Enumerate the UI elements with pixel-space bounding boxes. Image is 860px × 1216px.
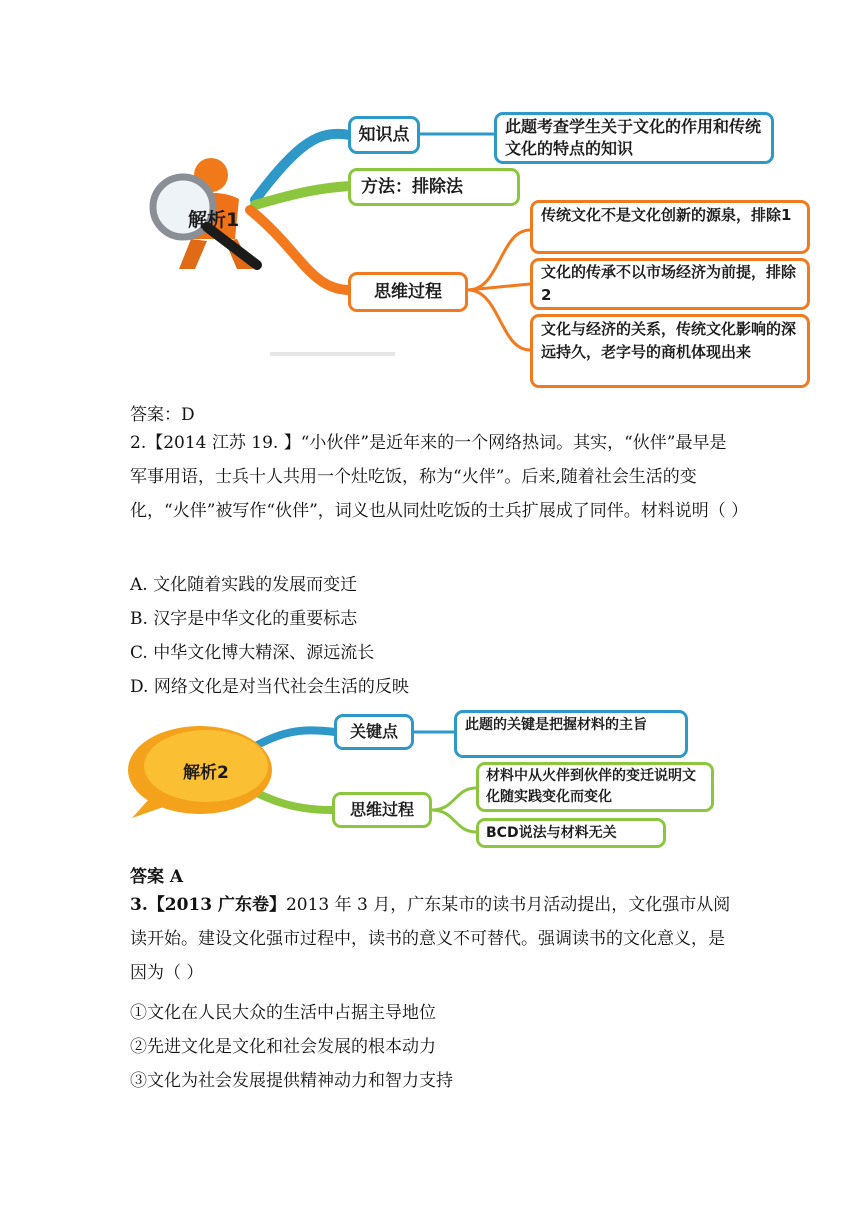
thinking-item-3: 文化与经济的关系，传统文化影响的深远持久，老字号的商机体现出来 (530, 314, 810, 388)
knowledge-text-box: 此题考查学生关于文化的作用和传统文化的特点的知识 (494, 112, 774, 164)
thinking-2-item-2: BCD说法与材料无关 (476, 818, 666, 848)
question-2-text (130, 426, 749, 528)
knowledge-label-box: 知识点 (348, 116, 420, 154)
mind-map-2 (0, 700, 860, 860)
option-b: B. 汉字是中华文化的重要标志 (130, 609, 358, 629)
mind-map-1 (0, 100, 860, 400)
option-c: C. 中华文化博大精深、源远流长 (130, 643, 375, 663)
statement-2: ②先进文化是文化和社会发展的根本动力 (130, 1037, 436, 1057)
thinking-2-item-1: 材料中从火伴到伙伴的变迁说明文化随实践变化而变化 (476, 762, 714, 812)
key-label-box: 关键点 (334, 714, 414, 750)
statement-3: ③文化为社会发展提供精神动力和智力支持 (130, 1071, 453, 1091)
question-2-stem: “小伙伴”是近年来的一个网络热词。其实，“伙伴”最早是军事用语，士兵十人共用一个灶吃饭，称为“火伴”。后来,随着社会生活的变化，“火伴”被写作“伙伴”，词义也从同灶吃饭的士兵扩展成了同伴。材料说明（ ） (130, 433, 749, 521)
analysis-2-badge: 解析2 (183, 763, 229, 783)
option-d: D. 网络文化是对当代社会生活的反映 (130, 677, 409, 697)
statement-1: ①文化在人民大众的生活中占据主导地位 (130, 1003, 436, 1023)
question-3-source: 3.【2013 广东卷】 (130, 895, 286, 915)
mind-map-2-connectors (0, 700, 860, 860)
answer-1: 答案：D (130, 405, 195, 425)
method-label-box: 方法：排除法 (348, 168, 520, 206)
question-3-text (130, 888, 740, 990)
option-a: A. 文化随着实践的发展而变迁 (130, 575, 358, 595)
question-2-source: 2.【2014 江苏 19. 】 (130, 433, 301, 453)
analysis-1-badge: 解析1 (188, 209, 240, 231)
thinking-label-box: 思维过程 (348, 272, 468, 312)
thinking-2-label-box: 思维过程 (332, 792, 432, 828)
answer-2: 答案 A (130, 867, 184, 887)
question-3-stem: 2013 年 3 月，广东某市的读书月活动提出，文化强市从阅读开始。建设文化强市过程中，读书的意义不可替代。强调读书的文化意义，是因为（ ） (130, 895, 731, 983)
thinking-item-1: 传统文化不是文化创新的源泉，排除1 (530, 200, 810, 254)
thinking-item-2: 文化的传承不以市场经济为前提，排除2 (530, 258, 810, 310)
key-text-box: 此题的关键是把握材料的主旨 (454, 710, 688, 758)
